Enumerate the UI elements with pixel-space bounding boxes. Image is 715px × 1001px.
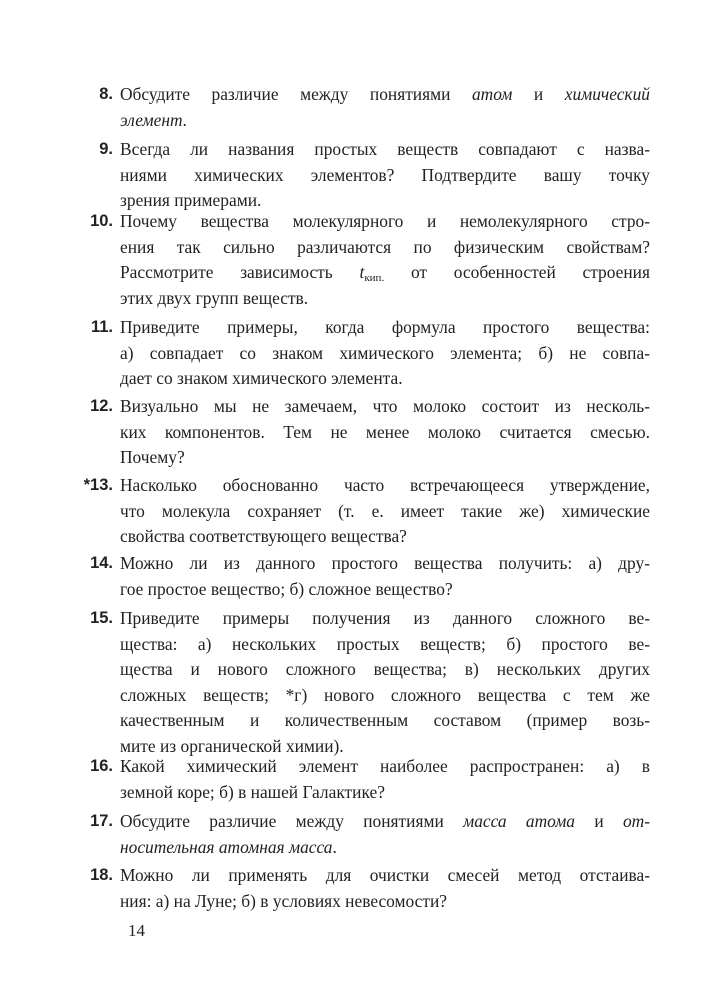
question-line: что молекула сохраняет (т. е. имеет такие же) химические <box>120 500 650 521</box>
question-line: свойства соответствующего вещества? <box>120 526 407 547</box>
question-line: Приведите примеры получения из данного сложного ве- <box>120 608 650 628</box>
question-line: зрения примерами. <box>120 190 262 211</box>
question-line: Почему вещества молекулярного и немолекулярного стро- <box>120 211 650 231</box>
question-line: Можно ли из данного простого вещества получить: а) дру- <box>120 553 650 573</box>
question-number: 14. <box>90 554 113 572</box>
question-line: Приведите примеры, когда формула простого вещества: <box>120 317 650 337</box>
question-number: 17. <box>90 812 113 830</box>
question-line: этих двух групп веществ. <box>120 287 309 308</box>
question-line: Всегда ли названия простых веществ совпадают с назва- <box>120 139 650 159</box>
question-number: 15. <box>90 609 113 627</box>
question-line: Обсудите различие между понятиями масса атома и от- <box>120 811 650 831</box>
page-number: 14 <box>128 921 145 940</box>
question-line: носительная атомная масса. <box>120 836 337 857</box>
question-10 <box>90 209 650 311</box>
question-line: дает со знаком химического элемента. <box>120 368 403 389</box>
question-line: земной коре; б) в нашей Галактике? <box>120 781 385 802</box>
question-13 <box>83 473 650 550</box>
boiling-temperature-symbol: $t_{кип.}$ <box>359 262 385 285</box>
question-18 <box>90 863 650 914</box>
question-number: *13. <box>83 476 113 494</box>
question-line: ниями химических элементов? Подтвердите вашу точку <box>120 164 650 185</box>
question-number: 18. <box>90 866 113 884</box>
question-line: ения так сильно различаются по физическим свойствам? <box>120 236 650 257</box>
question-line: Какой химический элемент наиболее распространен: а) в <box>120 756 650 776</box>
question-line: мите из органической химии). <box>120 735 344 756</box>
question-number: 11. <box>90 318 113 336</box>
question-number: 10. <box>90 212 113 230</box>
question-number: 12. <box>90 397 113 415</box>
question-line: Насколько обоснованно часто встречающееся утверждение, <box>120 475 650 495</box>
question-11 <box>90 315 650 392</box>
question-line: щества: а) нескольких простых веществ; б) простого ве- <box>120 633 650 654</box>
question-line: сложных веществ; *г) нового сложного вещества с тем же <box>120 684 650 705</box>
question-line: ких компонентов. Тем не менее молоко считается смесью. <box>120 421 650 442</box>
question-line: Визуально мы не замечаем, что молоко состоит из несколь- <box>120 396 650 416</box>
question-line: Обсудите различие между понятиями атом и химический <box>120 84 650 104</box>
question-17 <box>90 809 650 860</box>
question-12 <box>90 394 650 471</box>
question-line: щества и нового сложного вещества; в) нескольких других <box>120 659 650 680</box>
question-14 <box>90 551 650 602</box>
question-line: ния: а) на Луне; б) в условиях невесомости? <box>120 890 448 911</box>
question-line: Можно ли применять для очистки смесей метод отстаива- <box>120 865 650 885</box>
question-8 <box>99 82 650 133</box>
question-15 <box>90 606 650 760</box>
question-line: элемент. <box>120 109 187 130</box>
question-number: 16. <box>90 757 113 775</box>
question-number: 9. <box>99 140 113 158</box>
question-line: а) совпадает со знаком химического элемента; б) не совпа- <box>120 342 650 363</box>
question-line: Рассмотрите зависимость $t_{кип.}$ от особенностей строения <box>120 262 650 285</box>
question-line: Почему? <box>120 447 185 468</box>
question-line: гое простое вещество; б) сложное вещество? <box>120 578 453 599</box>
question-9 <box>99 137 650 214</box>
question-16 <box>90 754 650 805</box>
question-number: 8. <box>99 85 113 103</box>
question-line: качественным и количественным составом (пример возь- <box>120 710 650 731</box>
